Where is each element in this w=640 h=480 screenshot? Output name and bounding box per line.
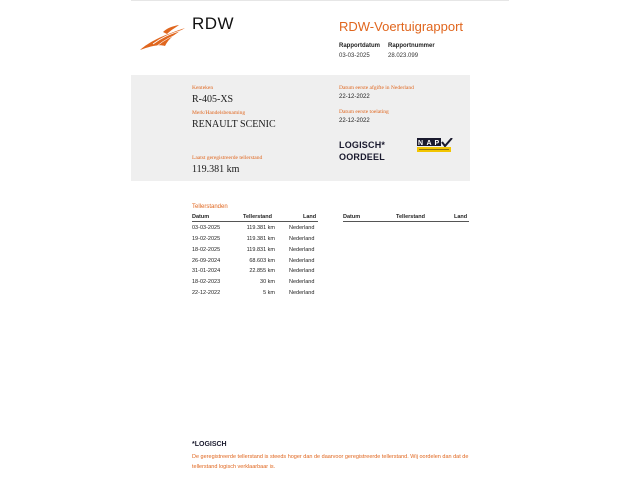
reading-date: 22-12-2022 <box>192 290 221 296</box>
logo-text: RDW <box>192 14 235 33</box>
readings-header-date: Datum <box>192 214 210 220</box>
reading-date: 31-01-2024 <box>192 268 221 274</box>
reading-km: 119.381 km <box>246 236 275 242</box>
vehicle-summary-panel <box>131 75 470 181</box>
reading-km: 30 km <box>260 279 275 285</box>
reading-date: 18-02-2023 <box>192 279 221 285</box>
rdw-logo-icon <box>139 24 187 52</box>
odometer-value: 119.381 km <box>192 164 240 175</box>
readings-title: Tellerstanden <box>192 204 228 210</box>
verdict-line1: LOGISCH* <box>339 140 386 150</box>
readings-header-divider <box>192 221 318 222</box>
svg-text:N: N <box>418 140 424 147</box>
reading-km: 5 km <box>263 290 275 296</box>
nap-logo-icon <box>417 138 453 153</box>
svg-text:A: A <box>426 140 432 147</box>
readings-header-country-right: Land <box>454 214 468 220</box>
top-divider <box>131 0 509 1</box>
reading-date: 26-09-2024 <box>192 258 221 264</box>
reading-km: 68.603 km <box>249 258 275 264</box>
reading-country: Nederland <box>289 225 315 231</box>
report-number-label: Rapportnummer <box>388 43 435 49</box>
first-admission-value: 22-12-2022 <box>339 118 370 124</box>
brand-value: RENAULT SCENIC <box>192 119 276 130</box>
first-issue-nl-label: Datum eerste afgifte in Nederland <box>339 85 414 91</box>
reading-date: 03-03-2025 <box>192 225 221 231</box>
plate-value: R-405-XS <box>192 94 234 105</box>
footnote-title: *LOGISCH <box>192 441 227 448</box>
odometer-label: Laatst geregistreerde tellerstand <box>192 155 263 161</box>
report-page <box>131 0 509 480</box>
svg-text:P: P <box>434 140 440 147</box>
reading-km: 119.381 km <box>246 225 275 231</box>
first-issue-nl-value: 22-12-2022 <box>339 94 370 100</box>
reading-km: 119.831 km <box>246 247 275 253</box>
reading-country: Nederland <box>289 258 315 264</box>
report-title: RDW-Voertuigrapport <box>339 19 464 34</box>
report-number: 28.023.099 <box>388 53 419 59</box>
readings-header-km: Tellerstand <box>243 214 272 220</box>
footnote-text: De geregistreerde tellerstand is steeds hoger dan de daarvoor geregistreerde tellerstand. Wij oordelen dan dat de tellerstand logisch verklaarbaar is. <box>192 454 469 470</box>
reading-date: 19-02-2025 <box>192 236 221 242</box>
readings-header-divider-right <box>343 221 469 222</box>
readings-header-date-right: Datum <box>343 214 361 220</box>
verdict-line2: OORDEEL <box>339 152 385 162</box>
plate-label: Kenteken <box>192 85 214 91</box>
report-date-label: Rapportdatum <box>339 43 380 49</box>
reading-date: 18-02-2025 <box>192 247 221 253</box>
reading-km: 22.855 km <box>249 268 275 274</box>
readings-header-km-right: Tellerstand <box>396 214 425 220</box>
brand-label: Merk/Handelsbenaming <box>192 110 246 116</box>
reading-country: Nederland <box>289 236 315 242</box>
first-admission-label: Datum eerste toelating <box>339 109 389 115</box>
reading-country: Nederland <box>289 279 315 285</box>
reading-country: Nederland <box>289 247 315 253</box>
report-date: 03-03-2025 <box>339 53 370 59</box>
reading-country: Nederland <box>289 290 315 296</box>
readings-header-country: Land <box>303 214 317 220</box>
reading-country: Nederland <box>289 268 315 274</box>
